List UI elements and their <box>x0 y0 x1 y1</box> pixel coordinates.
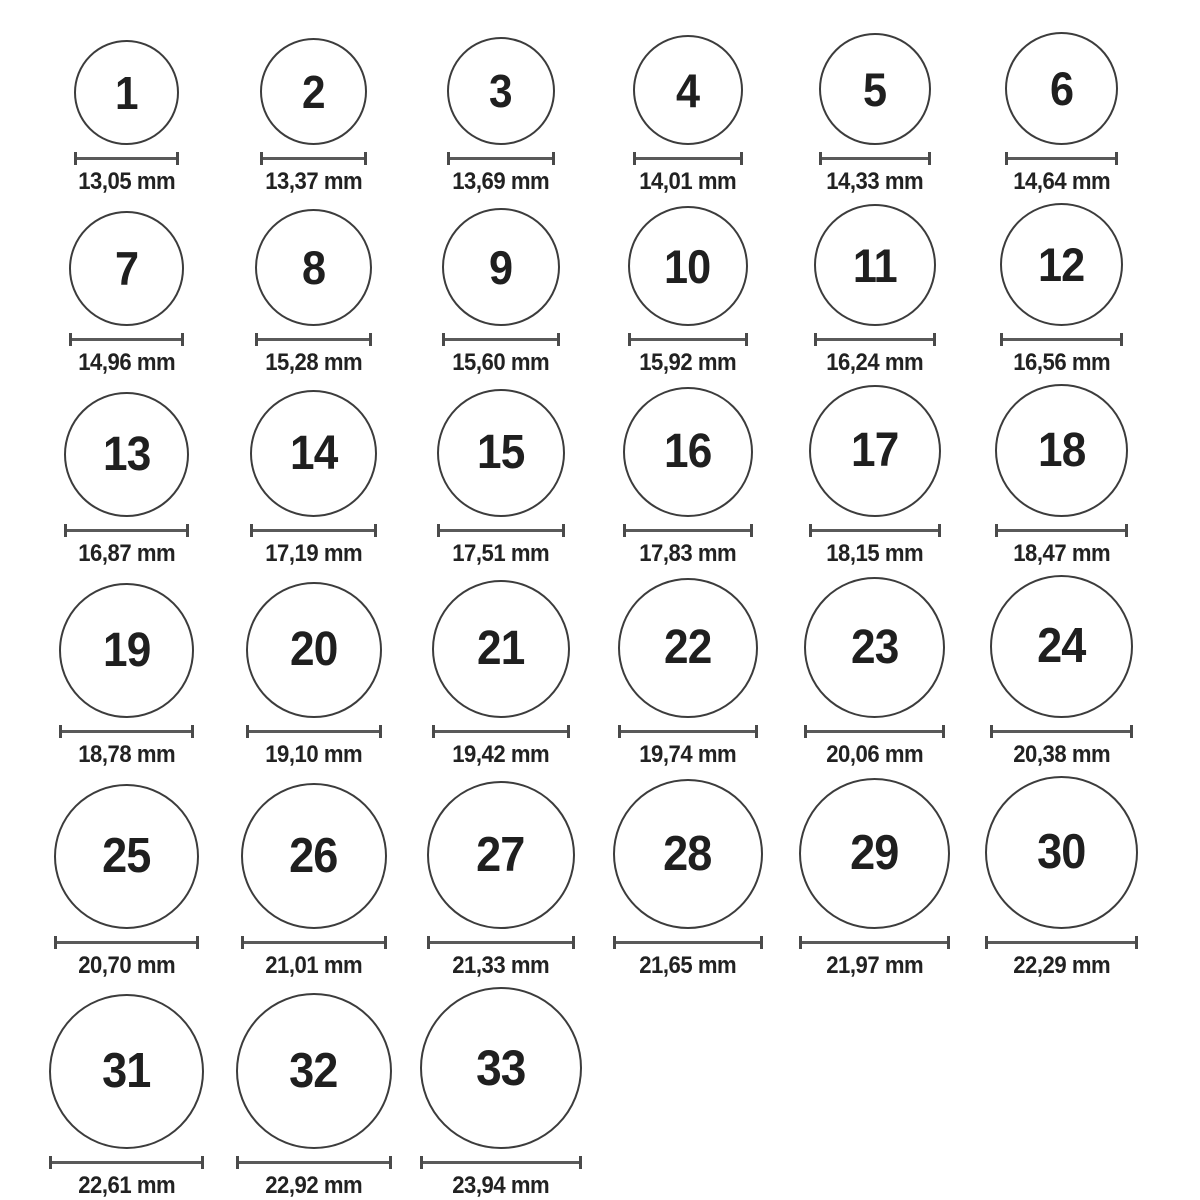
ring-size-number: 17 <box>850 424 899 477</box>
diameter-line <box>809 524 941 537</box>
ring-circle <box>628 206 748 326</box>
diameter-line <box>241 936 387 949</box>
ring-circle <box>236 993 392 1149</box>
diameter-label: 21,33 mm <box>452 952 549 979</box>
ring-size-item <box>220 582 407 768</box>
ring-size-item <box>407 389 594 567</box>
diameter-label: 17,51 mm <box>452 540 549 567</box>
diameter-label: 17,19 mm <box>265 540 362 567</box>
ring-size-item <box>220 38 407 195</box>
ring-size-item <box>781 385 968 567</box>
ring-size-number: 5 <box>862 62 887 116</box>
chart-row <box>33 776 1200 979</box>
ring-size-number: 29 <box>850 826 899 880</box>
diameter-line <box>427 936 575 949</box>
diameter-label: 14,33 mm <box>826 168 923 195</box>
ring-size-item <box>594 35 781 195</box>
diameter-label: 19,74 mm <box>639 741 736 768</box>
diameter-label: 16,56 mm <box>1013 349 1110 376</box>
diameter-line <box>633 152 743 165</box>
ring-circle <box>447 37 555 145</box>
ring-size-number: 24 <box>1037 619 1086 673</box>
diameter-line <box>246 725 382 738</box>
ring-size-item <box>33 583 220 768</box>
ring-size-number: 18 <box>1037 423 1086 477</box>
diameter-line <box>54 936 199 949</box>
ring-size-item <box>781 577 968 768</box>
diameter-label: 22,61 mm <box>78 1172 175 1199</box>
diameter-label: 22,29 mm <box>1013 952 1110 979</box>
chart-row <box>33 575 1200 768</box>
ring-size-item <box>594 578 781 768</box>
ring-size-number: 8 <box>301 241 326 294</box>
diameter-line <box>74 152 179 165</box>
ring-size-number: 25 <box>102 829 151 883</box>
ring-size-number: 3 <box>489 65 512 117</box>
ring-size-item <box>594 206 781 376</box>
ring-size-number: 13 <box>102 427 151 481</box>
diameter-label: 21,01 mm <box>265 952 362 979</box>
diameter-label: 15,28 mm <box>265 349 362 376</box>
ring-size-number: 30 <box>1037 825 1086 879</box>
chart-row <box>33 32 1200 195</box>
ring-size-item <box>220 783 407 979</box>
ring-size-number: 1 <box>115 66 138 119</box>
ring-size-number: 31 <box>102 1044 151 1098</box>
ring-size-item <box>407 37 594 195</box>
diameter-label: 22,92 mm <box>265 1172 362 1199</box>
ring-circle <box>814 204 936 326</box>
diameter-label: 13,05 mm <box>78 168 175 195</box>
ring-size-number: 11 <box>852 238 897 292</box>
chart-row <box>33 987 1200 1199</box>
ring-circle <box>613 779 763 929</box>
ring-size-number: 21 <box>476 622 525 675</box>
ring-size-number: 9 <box>488 240 513 294</box>
ring-circle <box>1000 203 1123 326</box>
diameter-line <box>804 725 945 738</box>
ring-size-number: 19 <box>102 623 151 677</box>
diameter-line <box>985 936 1138 949</box>
ring-size-number: 22 <box>663 621 712 674</box>
diameter-line <box>250 524 377 537</box>
diameter-line <box>437 524 565 537</box>
ring-circle <box>990 575 1133 718</box>
diameter-line <box>255 333 372 346</box>
ring-circle <box>255 209 372 326</box>
ring-circle <box>432 580 570 718</box>
diameter-label: 20,06 mm <box>826 741 923 768</box>
ring-circle <box>260 38 367 145</box>
diameter-label: 13,69 mm <box>452 168 549 195</box>
ring-circle <box>49 994 204 1149</box>
diameter-line <box>64 524 189 537</box>
diameter-label: 23,94 mm <box>452 1172 549 1199</box>
ring-size-item <box>781 778 968 979</box>
diameter-label: 18,78 mm <box>78 741 175 768</box>
diameter-line <box>623 524 753 537</box>
ring-circle <box>69 211 184 326</box>
diameter-line <box>814 333 936 346</box>
ring-circle <box>633 35 743 145</box>
ring-circle <box>809 385 941 517</box>
ring-size-item <box>968 203 1155 376</box>
ring-circle <box>623 387 753 517</box>
diameter-line <box>442 333 560 346</box>
ring-size-item <box>594 779 781 979</box>
ring-size-number: 23 <box>850 620 899 674</box>
ring-size-number: 2 <box>302 65 325 118</box>
ring-circle <box>799 778 950 929</box>
ring-circle <box>804 577 945 718</box>
ring-size-item <box>33 784 220 979</box>
ring-size-item <box>33 392 220 567</box>
diameter-label: 19,10 mm <box>265 741 362 768</box>
ring-size-item <box>220 209 407 376</box>
ring-circle <box>64 392 189 517</box>
diameter-line <box>990 725 1133 738</box>
ring-size-item <box>968 384 1155 567</box>
diameter-line <box>618 725 758 738</box>
ring-size-item <box>968 776 1155 979</box>
diameter-line <box>447 152 555 165</box>
diameter-label: 20,38 mm <box>1013 741 1110 768</box>
diameter-line <box>432 725 570 738</box>
ring-size-number: 27 <box>476 827 525 882</box>
diameter-line <box>236 1156 392 1169</box>
diameter-label: 20,70 mm <box>78 952 175 979</box>
diameter-label: 18,47 mm <box>1013 540 1110 567</box>
ring-size-item <box>968 32 1155 195</box>
ring-size-item <box>407 987 594 1199</box>
ring-circle <box>427 781 575 929</box>
ring-size-item <box>781 204 968 376</box>
ring-size-number: 33 <box>475 1040 526 1096</box>
diameter-label: 17,83 mm <box>639 540 736 567</box>
diameter-line <box>260 152 367 165</box>
diameter-line <box>819 152 931 165</box>
ring-size-item <box>33 211 220 376</box>
ring-size-number: 7 <box>114 242 139 295</box>
diameter-line <box>59 725 194 738</box>
diameter-label: 16,24 mm <box>826 349 923 376</box>
ring-size-item <box>781 33 968 195</box>
diameter-label: 16,87 mm <box>78 540 175 567</box>
ring-size-number: 26 <box>289 828 338 883</box>
ring-size-number: 32 <box>289 1043 338 1098</box>
ring-circle <box>995 384 1128 517</box>
ring-circle <box>819 33 931 145</box>
diameter-line <box>995 524 1128 537</box>
diameter-label: 15,60 mm <box>452 349 549 376</box>
ring-size-number: 12 <box>1038 238 1085 291</box>
diameter-label: 13,37 mm <box>265 168 362 195</box>
ring-size-item <box>407 580 594 768</box>
diameter-label: 15,92 mm <box>639 349 736 376</box>
ring-circle <box>437 389 565 517</box>
ring-size-item <box>33 40 220 195</box>
ring-size-number: 15 <box>476 426 525 479</box>
ring-circle <box>985 776 1138 929</box>
ring-size-item <box>220 993 407 1199</box>
ring-circle <box>74 40 179 145</box>
ring-size-number: 14 <box>289 426 338 480</box>
ring-size-number: 10 <box>664 239 711 293</box>
diameter-label: 14,01 mm <box>639 168 736 195</box>
ring-circle <box>1005 32 1118 145</box>
diameter-line <box>628 333 748 346</box>
ring-circle <box>442 208 560 326</box>
ring-size-number: 20 <box>289 623 338 676</box>
ring-size-number: 16 <box>663 425 712 478</box>
chart-row <box>33 203 1200 376</box>
ring-size-number: 28 <box>663 826 712 881</box>
ring-circle <box>420 987 582 1149</box>
ring-circle <box>250 390 377 517</box>
diameter-line <box>613 936 763 949</box>
diameter-line <box>1005 152 1118 165</box>
diameter-line <box>69 333 184 346</box>
chart-row <box>33 384 1200 567</box>
ring-circle <box>59 583 194 718</box>
ring-circle <box>241 783 387 929</box>
ring-size-item <box>968 575 1155 768</box>
ring-size-item <box>220 390 407 567</box>
diameter-label: 21,97 mm <box>826 952 923 979</box>
ring-size-item <box>594 387 781 567</box>
ring-size-item <box>407 208 594 376</box>
diameter-label: 19,42 mm <box>452 741 549 768</box>
diameter-label: 21,65 mm <box>639 952 736 979</box>
ring-circle <box>618 578 758 718</box>
diameter-line <box>1000 333 1123 346</box>
diameter-line <box>799 936 950 949</box>
ring-size-number: 6 <box>1049 62 1074 115</box>
diameter-label: 14,96 mm <box>78 349 175 376</box>
ring-circle <box>54 784 199 929</box>
ring-size-item <box>33 994 220 1199</box>
diameter-line <box>420 1156 582 1169</box>
ring-circle <box>246 582 382 718</box>
ring-size-number: 4 <box>675 63 700 117</box>
diameter-label: 18,15 mm <box>826 540 923 567</box>
ring-size-item <box>407 781 594 979</box>
diameter-label: 14,64 mm <box>1013 168 1110 195</box>
diameter-line <box>49 1156 204 1169</box>
